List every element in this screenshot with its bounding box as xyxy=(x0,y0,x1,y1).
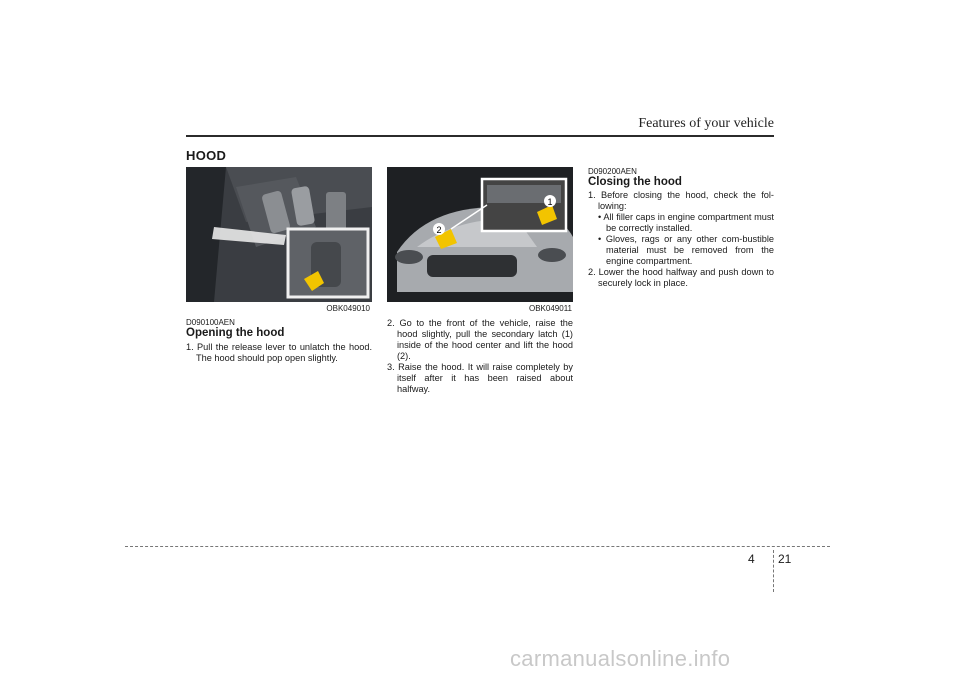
opening-steps xyxy=(186,342,372,364)
code-closing: D090200AEN xyxy=(588,167,637,176)
opening-steps-cont xyxy=(387,318,573,395)
watermark-text: carmanualsonline.info xyxy=(510,646,731,671)
heading-opening: Opening the hood xyxy=(186,327,285,339)
header-rule xyxy=(186,135,774,137)
page-header-title: Features of your vehicle xyxy=(638,116,774,131)
closing-step-2: 2. Lower the hood halfway and push down to securely lock in place. xyxy=(588,267,774,288)
closing-steps xyxy=(588,190,774,289)
hood-latch-photo xyxy=(387,167,573,302)
footer-rule xyxy=(125,546,830,547)
marker-2: 2 xyxy=(436,225,442,235)
closing-bullet-2: • Gloves, rags or any other com-bustible material must be removed from the engine compartment. xyxy=(598,234,774,266)
closing-bullet-1: • All filler caps in engine compartment must be correctly installed. xyxy=(598,212,774,233)
heading-closing: Closing the hood xyxy=(588,176,682,188)
figure-label-1: OBK049010 xyxy=(326,304,370,313)
section-title: HOOD xyxy=(186,148,227,163)
car-front-illustration xyxy=(387,167,573,302)
code-opening: D090100AEN xyxy=(186,318,235,327)
footer-divider xyxy=(773,550,774,592)
opening-step-2: 2. Go to the front of the vehicle, raise the hood slightly, pull the secondary latch (1) inside of the hood center and lift the hood (2). xyxy=(387,318,573,361)
marker-1: 1 xyxy=(547,197,553,207)
page-number: 21 xyxy=(778,552,792,566)
chapter-number: 4 xyxy=(748,552,755,566)
figure-label-2: OBK049011 xyxy=(529,304,572,313)
footwell-illustration xyxy=(186,167,372,302)
opening-step-3: 3. Raise the hood. It will raise completely by itself after it has been raised about halfway. xyxy=(387,362,573,394)
opening-step-1: 1. Pull the release lever to unlatch the hood. The hood should pop open slightly. xyxy=(186,342,372,363)
hood-release-lever-photo xyxy=(186,167,372,302)
closing-step-1: 1. Before closing the hood, check the fol-lowing: xyxy=(588,190,774,211)
